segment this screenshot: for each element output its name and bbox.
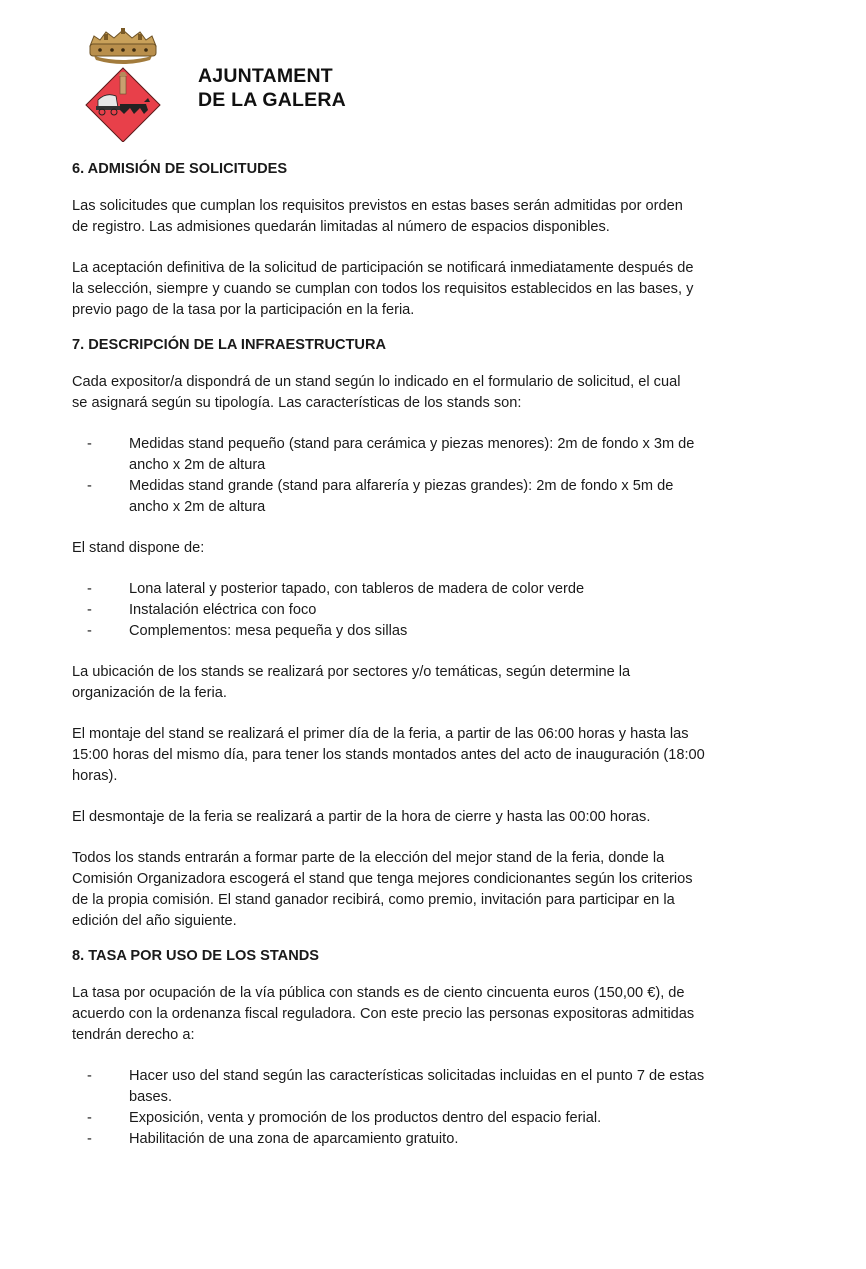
text-line: de la propia comisión. El stand ganador recibirá, como premio, invitación para participar en la: [72, 892, 675, 908]
text-line: se asignará según su tipología. Las características de los stands son:: [72, 395, 522, 411]
text-line: Medidas stand grande (stand para alfarería y piezas grandes): 2m de fondo x 5m de: [129, 478, 674, 494]
text-line: edición del año siguiente.: [72, 913, 237, 929]
text-line: de registro. Las admisiones quedarán limitadas al número de espacios disponibles.: [72, 219, 610, 235]
text-line: Cada expositor/a dispondrá de un stand según lo indicado en el formulario de solicitud, el cual: [72, 374, 681, 390]
crown-icon: [90, 28, 156, 64]
text-line: organización de la feria.: [72, 685, 227, 701]
best-stand-paragraph: [72, 848, 794, 932]
text-line: Todos los stands entrarán a formar parte de la elección del mejor stand de la feria, donde la: [72, 850, 665, 866]
text-line: La ubicación de los stands se realizará por sectores y/o temáticas, según determine la: [72, 664, 631, 680]
shield-icon: [86, 68, 160, 142]
document-header: [84, 24, 404, 144]
text-line: 15:00 horas del mismo día, para tener los stands montados antes del acto de inauguración (18:00: [72, 747, 705, 763]
org-name-line-2: DE LA GALERA: [198, 89, 346, 111]
text-line: ancho x 2m de altura: [129, 457, 266, 473]
section-8-paragraph-1: [72, 983, 794, 1046]
text-line: acuerdo con la ordenanza fiscal reguladora. Con este precio las personas expositoras admitidas: [72, 1006, 695, 1022]
stand-location-paragraph: [72, 662, 794, 704]
section-6-heading: 6. ADMISIÓN DE SOLICITUDES: [72, 161, 288, 177]
text-line: Habilitación de una zona de aparcamiento gratuito.: [129, 1131, 459, 1147]
list-item: [72, 579, 794, 600]
stand-features-list: [72, 579, 794, 642]
bullet-dash: -: [87, 623, 92, 639]
text-line: Complementos: mesa pequeña y dos sillas: [129, 623, 408, 639]
bullet-dash: -: [87, 436, 92, 452]
organization-name: [198, 64, 346, 112]
bullet-dash: -: [87, 1131, 92, 1147]
list-item: [72, 1066, 794, 1108]
text-line: Lona lateral y posterior tapado, con tableros de madera de color verde: [129, 581, 585, 597]
text-line: la selección, siempre y cuando se cumplan con todos los requisitos establecidos en las bases, y: [72, 281, 694, 297]
stand-dispone-text: El stand dispone de:: [72, 540, 205, 556]
list-item: [72, 1129, 794, 1150]
stand-assembly-paragraph: [72, 724, 794, 787]
municipal-coat-of-arms-icon: [84, 24, 162, 142]
bullet-dash: -: [87, 478, 92, 494]
list-item: [72, 1108, 794, 1129]
section-7-paragraph-1: [72, 372, 794, 414]
list-item: [72, 600, 794, 621]
list-item: [72, 476, 794, 518]
section-6-paragraph-2: [72, 258, 794, 321]
list-item: [72, 621, 794, 642]
text-line: Comisión Organizadora escogerá el stand que tenga mejores condicionantes según los criterios: [72, 871, 693, 887]
bullet-dash: -: [87, 1110, 92, 1126]
section-7-heading: 7. DESCRIPCIÓN DE LA INFRAESTRUCTURA: [72, 337, 387, 353]
text-line: Instalación eléctrica con foco: [129, 602, 317, 618]
list-item: [72, 434, 794, 476]
document-body: [72, 159, 794, 1150]
text-line: ancho x 2m de altura: [129, 499, 266, 515]
text-line: horas).: [72, 768, 118, 784]
bullet-dash: -: [87, 602, 92, 618]
org-name-line-1: AJUNTAMENT: [198, 65, 333, 87]
bullet-dash: -: [87, 581, 92, 597]
text-line: Medidas stand pequeño (stand para cerámica y piezas menores): 2m de fondo x 3m de: [129, 436, 695, 452]
section-6-paragraph-1: [72, 196, 794, 238]
stand-sizes-list: [72, 434, 794, 518]
text-line: La aceptación definitiva de la solicitud de participación se notificará inmediatamente después de: [72, 260, 694, 276]
text-line: El montaje del stand se realizará el primer día de la feria, a partir de las 06:00 horas y hasta las: [72, 726, 689, 742]
text-line: Las solicitudes que cumplan los requisitos previstos en estas bases serán admitidas por orden: [72, 198, 683, 214]
text-line: bases.: [129, 1089, 172, 1105]
rights-list: [72, 1066, 794, 1150]
bullet-dash: -: [87, 1068, 92, 1084]
text-line: previo pago de la tasa por la participación en la feria.: [72, 302, 415, 318]
text-line: Exposición, venta y promoción de los productos dentro del espacio ferial.: [129, 1110, 602, 1126]
stand-disassembly-paragraph: El desmontaje de la feria se realizará a partir de la hora de cierre y hasta las 00:00 horas.: [72, 809, 651, 825]
text-line: La tasa por ocupación de la vía pública con stands es de ciento cincuenta euros (150,00 €), de: [72, 985, 685, 1001]
text-line: Hacer uso del stand según las características solicitadas incluidas en el punto 7 de estas: [129, 1068, 705, 1084]
section-8-heading: 8. TASA POR USO DE LOS STANDS: [72, 948, 320, 964]
text-line: tendrán derecho a:: [72, 1027, 195, 1043]
